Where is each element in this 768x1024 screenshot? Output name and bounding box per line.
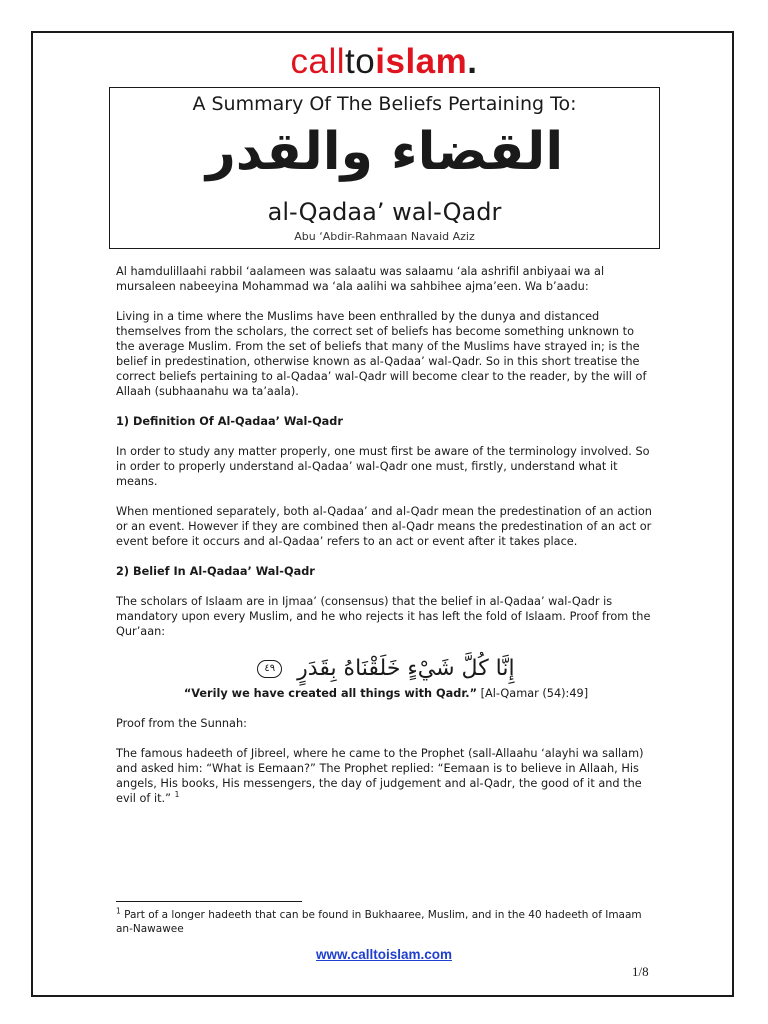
logo-part-call: call bbox=[290, 42, 346, 81]
arabic-title: القضاء والقدر bbox=[205, 122, 564, 182]
hadeeth-text: The famous hadeeth of Jibreel, where he came to the Prophet (sall-Allaahu ‘alayhi wa sallam) and asked him: “What is Eemaan?” The Prophet replied: “Eemaan is to believe in Allaah, His angels, His books, His messengers, the day of judgement and al-Qadr, the good of it and the evil of it.” bbox=[116, 747, 644, 805]
paragraph-consensus: The scholars of Islaam are in Ijmaa’ (consensus) that the belief in al-Qadaa’ wal-Qadr is mandatory upon every Muslim, and he who rejects it has left the fold of Islaam. Proof from the Qur’aan: bbox=[116, 595, 651, 638]
paragraph-terminology: In order to study any matter properly, one must first be aware of the terminology involved. So in order to properly understand al-Qadaa’ wal-Qadr one must, firstly, understand what it means. bbox=[116, 445, 650, 488]
ayah-number-badge: ٤٩ bbox=[257, 660, 282, 678]
quran-verse-arabic bbox=[116, 654, 656, 684]
footnote-divider bbox=[116, 901, 302, 902]
logo-part-to: to bbox=[345, 42, 376, 81]
quran-verse-translation bbox=[116, 686, 656, 701]
paragraph-living: Living in a time where the Muslims have been enthralled by the dunya and distanced themselves from the scholars, the correct set of beliefs has become something unknown to the average Muslim. From the set of beliefs that many of the Muslims have strayed in; is the belief in predestination, otherwise known as al-Qadaa’ wal-Qadr. So in this short treatise the correct beliefs pertaining to al-Qadaa’ wal-Qadr will become clear to the reader, by the will of Allaah (subhaanahu wa ta’aala). bbox=[116, 310, 647, 398]
calltoislam-logo bbox=[0, 42, 768, 82]
logo-part-islam: islam bbox=[375, 42, 468, 81]
footnote-text: Part of a longer hadeeth that can be found in Bukhaaree, Muslim, and in the 40 hadeeth of Imaam an-Nawawee bbox=[116, 909, 642, 935]
footnote bbox=[116, 908, 656, 936]
title-box bbox=[109, 87, 660, 249]
title-heading: A Summary Of The Beliefs Pertaining To: bbox=[192, 93, 577, 115]
logo-dot: . bbox=[467, 42, 478, 81]
page-number: 1/8 bbox=[632, 964, 649, 979]
paragraph-meaning: When mentioned separately, both al-Qadaa’ and al-Qadr mean the predestination of an action or an event. However if they are combined then al-Qadr means the predestination of an act or event before it occurs and al-Qadaa’ refers to an act or event after it takes place. bbox=[116, 505, 652, 548]
website-link[interactable]: www.calltoislam.com bbox=[315, 947, 453, 962]
section-heading-belief: 2) Belief In Al-Qadaa’ Wal-Qadr bbox=[116, 565, 315, 578]
footnote-reference[interactable]: 1 bbox=[174, 790, 180, 800]
verse-arabic-text: إِنَّا كُلَّ شَيْءٍ خَلَقْنَاهُ بِقَدَرٍ bbox=[297, 656, 515, 681]
paragraph-hadeeth bbox=[116, 746, 656, 806]
section-heading-definition: 1) Definition Of Al-Qadaa’ Wal-Qadr bbox=[116, 415, 343, 428]
document-body bbox=[116, 264, 656, 821]
verse-translation-text: “Verily we have created all things with Qadr.” bbox=[183, 687, 478, 700]
verse-reference: [Al-Qamar (54):49] bbox=[480, 687, 589, 700]
author-name: Abu ‘Abdir-Rahmaan Navaid Aziz bbox=[294, 230, 475, 243]
paragraph-sunnah: Proof from the Sunnah: bbox=[116, 717, 247, 730]
intro-paragraph: Al hamdulillaahi rabbil ‘aalameen was salaatu was salaamu ‘ala ashrifil anbiyaai wa al mursaleen nabeeyina Mohammad wa ‘ala aalihi wa sahbihee ajma’een. Wa b’aadu: bbox=[116, 265, 605, 293]
transliterated-title: al-Qadaa’ wal-Qadr bbox=[267, 198, 502, 226]
footnote-marker: 1 bbox=[116, 906, 121, 916]
